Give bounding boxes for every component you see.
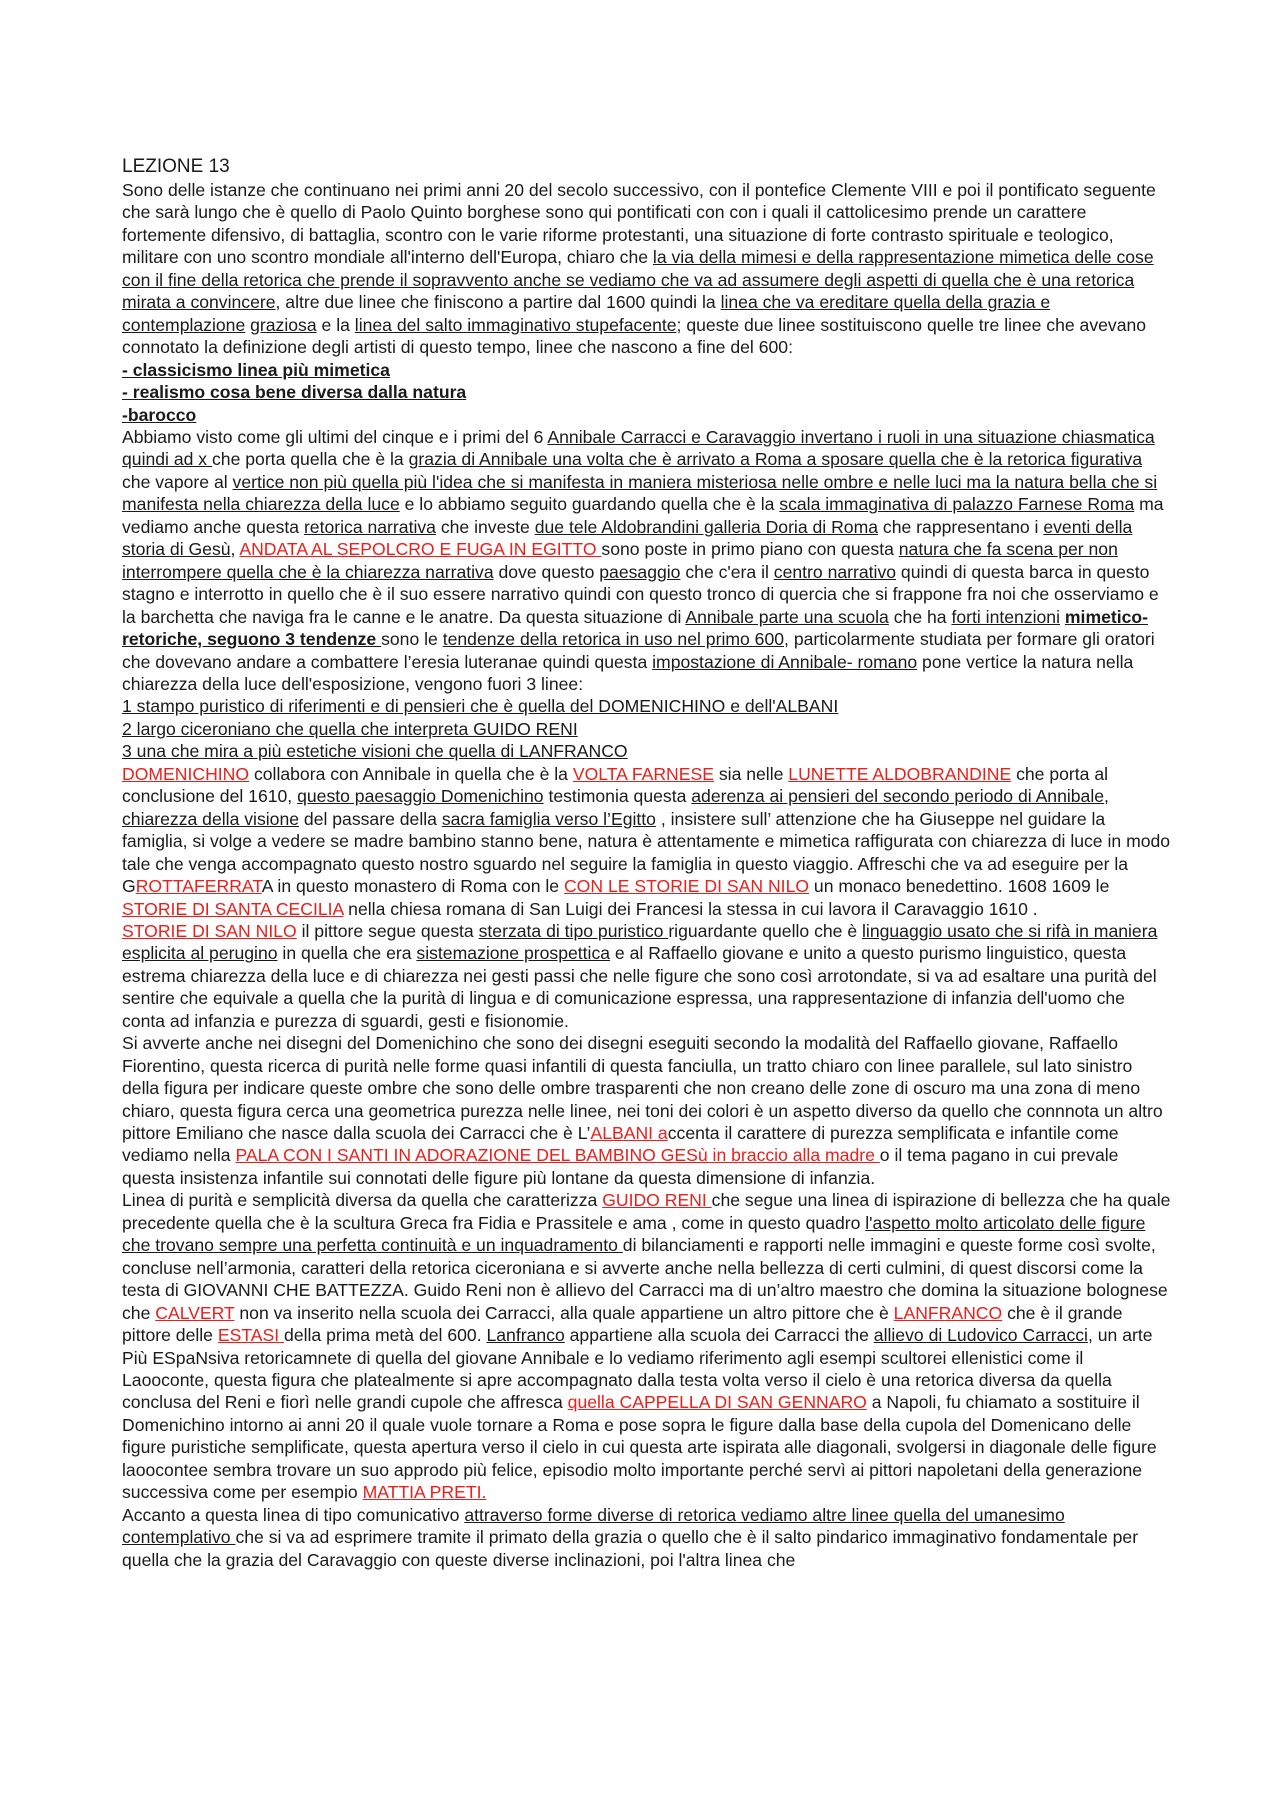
emphasized-text: Annibale Carracci e Caravaggio invertano i ruoli in una situazione chiasmatica quindi ad x	[122, 426, 1155, 470]
text-run: nella chiesa romana di San Luigi dei Francesi la stessa in cui lavora il Caravaggio 1610 .	[343, 898, 1038, 919]
emphasized-text: linea che va ereditare quella della grazia e contemplazione	[122, 292, 1051, 335]
text-run: Sono delle istanze che continuano nei primi anni 20 del secolo successivo, con il pontefice Clemente VIII e poi il pontificato seguente che sarà lungo che è quello di Paolo Quinto borghese sono qui pontificati con con i quali il cattolicesimo prende un carattere fortemente difensivo, di battaglia, scontro con le varie riforme protestanti, una situazione di forte contrasto spirituale e teologico, militare con uno scontro mondiale all'interno dell'Europa, chiaro che	[122, 180, 1156, 268]
list-item-line-2: 2 largo ciceroniano che quella che interpreta GUIDO RENI	[122, 718, 578, 739]
highlighted-artwork-reference: VOLTA FARNESE	[572, 763, 714, 784]
text-run: ,	[230, 539, 240, 560]
text-run: che segue una linea di ispirazione di bellezza che ha quale precedente quella che è la scultura Greca fra Fidia e Prassitele e ama , come in questo quadro	[122, 1190, 1171, 1233]
text-run: ,	[1104, 786, 1109, 807]
text-run: che è il grande pittore delle	[122, 1302, 1123, 1346]
text-run: della prima metà del 600.	[284, 1325, 487, 1346]
lines-list	[122, 695, 1172, 762]
highlighted-artwork-reference: ALBANI a	[590, 1123, 668, 1144]
highlighted-artwork-reference: PALA CON I SANTI IN ADORAZIONE DEL BAMBINO GESù in braccio alla madre	[235, 1145, 880, 1166]
text-run: a Napoli, fu chiamato a sostituire il Domenichino intorno ai anni 20 il quale vuole tornare a Roma e pose sopra le figure dalla base della cupola del Domenicano delle figure puristiche semplificate, questa apertura verso il cielo in cui questa arte ispirata alle diagonali, svolgersi in diagonale delle figure laoocontee sembra trovare un suo approdo più felice, episodio molto importante perché servì ai pittori napoletani della generazione successiva come per esempio	[122, 1392, 1157, 1503]
highlighted-artwork-reference: GUIDO RENI	[602, 1190, 712, 1211]
text-run: e al Raffaello giovane e unito a questo purismo linguistico, questa estrema chiarezza della luce e di chiarezza nei gesti passi che nelle figure che sono così arrotondate, si va ad esaltare una purità del sentire che equivale a quella che la purità di lingua e di comunicazione espressa, una rappresentazione di infanzia dell'uomo che conta ad infanzia e purezza di sguardi, gesti e fisionomie.	[122, 943, 1157, 1031]
text-run: che porta quella che è la	[212, 449, 409, 470]
tendencies-list	[122, 359, 1172, 426]
paragraph-6	[122, 1189, 1172, 1503]
text-run: collabora con Annibale in quella che è la	[249, 763, 573, 784]
text-run: ma vediamo anche questa	[122, 494, 1164, 537]
paragraph-4	[122, 920, 1172, 1032]
list-item-barocco: -barocco	[122, 404, 197, 425]
emphasized-text: aderenza ai pensieri del secondo periodo di Annibale	[691, 786, 1105, 807]
highlighted-artwork-reference: STORIE DI SAN NILO	[122, 920, 297, 941]
highlighted-artwork-reference: STORIE DI SANTA CECILIA	[122, 898, 344, 919]
list-item-realismo: - realismo cosa bene diversa dalla natura	[122, 382, 467, 403]
text-run: non va inserito nella scuola dei Carracci, alla quale appartiene un altro pittore che è	[234, 1302, 894, 1323]
text-run: che vapore al	[122, 471, 233, 492]
emphasized-text: sacra famiglia verso l’Egitto	[441, 808, 656, 829]
paragraph-1	[122, 179, 1172, 359]
text-run: dove questo	[493, 561, 600, 582]
emphasized-text: due tele Aldobrandini galleria Doria di Roma	[534, 516, 879, 537]
list-item-line-1: 1 stampo puristico di riferimenti e di pensieri che è quella del DOMENICHINO e dell'ALBANI	[122, 696, 839, 717]
paragraph-5	[122, 1032, 1172, 1189]
emphasized-text: l'aspetto molto articolato delle figure che trovano sempre una perfetta continuità e un inquadramento	[122, 1212, 1146, 1256]
highlighted-artwork-reference: ROTTAFERRAT	[135, 876, 262, 897]
emphasized-text: centro narrativo	[773, 561, 897, 582]
emphasized-text: linguaggio usato che si rifà in maniera esplicita al perugino	[122, 920, 1158, 964]
text-run: ccenta il carattere di purezza semplificata e infantile come vediamo nella	[122, 1123, 1119, 1166]
paragraph-2	[122, 426, 1172, 695]
emphasized-text: vertice non più quella più l'idea che si manifesta in maniera misteriosa nelle ombre e nelle luci ma la natura bella che si manifesta nella chiarezza della luce	[122, 471, 1158, 515]
text-run: in quella che era	[277, 943, 417, 964]
text-run: che porta al conclusione del 1610,	[122, 763, 1109, 807]
emphasized-text: graziosa	[250, 314, 317, 335]
emphasized-text: attraverso forme diverse di retorica vediamo altre linee quella del umanesimo contemplativo	[122, 1504, 1065, 1548]
list-item-line-3: 3 una che mira a più estetiche visioni che quella di LANFRANCO	[122, 741, 628, 762]
emphasized-text: retorica narrativa	[303, 516, 436, 537]
highlighted-artwork-reference: CALVERT	[155, 1302, 235, 1323]
emphasized-text: impostazione di Annibale- romano	[652, 651, 918, 672]
emphasized-text: sistemazione prospettica	[416, 943, 611, 964]
lesson-title: LEZIONE 13	[122, 156, 230, 177]
highlighted-artwork-reference: LANFRANCO	[893, 1302, 1003, 1323]
text-run: sono poste in primo piano con questa	[601, 539, 899, 560]
text-run: , un arte Più ESpaNsiva retoricamnete di quella del giovane Annibale e lo vediamo riferimento agli esempi scultorei ellenistici come il Laooconte, questa figura che platealmente si apre accompagnato dalla testa volta verso il cielo è una retorica diversa da quella conclusa del Reni e fiorì nelle grandi cupole che affresca	[122, 1325, 1153, 1413]
document-page	[122, 155, 1172, 1571]
text-run: Linea di purità e semplicità diversa da quella che caratterizza	[122, 1190, 603, 1211]
text-run: quindi di questa barca in questo stagno e interrotto in quello che è il suo essere narrativo quindi con questo tronco di quercia che si frappone fra noi che osserviamo e la barchetta che naviga fra le canne e le anatre. Da questa situazione di	[122, 561, 1159, 627]
highlighted-artwork-reference: ESTASI	[217, 1325, 285, 1346]
text-run: e la	[316, 314, 355, 335]
highlighted-artwork-reference: CON LE STORIE DI SAN NILO	[563, 876, 810, 897]
text-run: , altre due linee che finiscono a partire dal 1600 quindi la	[275, 292, 721, 313]
text-run: che rappresentano i	[878, 516, 1044, 537]
list-item-classicismo: - classicismo linea più mimetica	[122, 359, 390, 380]
text-run: che si va ad esprimere tramite il primato della grazia o quello che è il salto pindarico immaginativo fondamentale per quella che la grazia del Caravaggio con queste diverse inclinazioni, poi l'altra linea che	[122, 1527, 1139, 1570]
highlighted-artwork-reference: quella CAPPELLA DI SAN GENNARO	[567, 1392, 867, 1413]
text-run: testimonia questa	[543, 786, 692, 807]
text-run: che investe	[435, 516, 535, 537]
emphasized-text: sterzata di tipo puristico	[478, 920, 669, 941]
text-run: particolarmente studiata per formare gli oratori che dovevano andare a combattere l’eresia luteranae quindi questa	[122, 629, 1155, 672]
highlighted-artwork-reference: MATTIA PRETI.	[362, 1482, 487, 1503]
text-run: Accanto a questa linea di tipo comunicativo	[122, 1504, 465, 1525]
emphasized-text: eventi della storia di Gesù	[122, 516, 1133, 560]
emphasized-text: Lanfranco	[486, 1325, 565, 1346]
emphasized-text: Annibale parte una scuola	[685, 606, 889, 627]
text-run: un monaco benedettino. 1608 1609 le	[809, 876, 1110, 897]
text-run: riguardante quello che è	[668, 920, 862, 941]
emphasized-text: la via della mimesi e della rappresentazione mimetica delle cose con il fine della retorica che prende il sopravvento anche se vediamo che va ad assumere degli aspetti di quella che è una retorica mirata a convincere	[122, 247, 1154, 313]
emphasized-text: linea del salto immaginativo stupefacente;	[354, 314, 682, 335]
text-run: che c'era il	[680, 561, 774, 582]
text-run: che ha	[888, 606, 952, 627]
emphasized-text: questo paesaggio Domenichino	[297, 786, 544, 807]
emphasized-text: forti intenzioni	[951, 606, 1061, 627]
text-run: sono le	[381, 629, 443, 650]
emphasized-text: chiarezza della visione	[122, 808, 300, 829]
emphasized-text: scala immaginativa di palazzo Farnese Roma	[779, 494, 1135, 515]
emphasized-text: mimetico-retoriche, seguono 3 tendenze	[122, 606, 1149, 650]
emphasized-text: grazia di Annibale una volta che è arrivato a Roma a sposare quella che è la retorica figurativa	[408, 449, 1143, 470]
text-run: o il tema pagano in cui prevale questa insistenza infantile sui connotati delle figure più lontane da questa dimensione di infanzia.	[122, 1145, 1119, 1188]
highlighted-artwork-reference: DOMENICHINO	[122, 763, 250, 784]
text-run: appartiene alla scuola dei Carracci the	[564, 1325, 874, 1346]
text-run: e lo abbiamo seguito guardando quella che è la	[399, 494, 780, 515]
highlighted-artwork-reference: ANDATA AL SEPOLCRO E FUGA IN EGITTO	[239, 539, 602, 560]
paragraph-7	[122, 1504, 1172, 1571]
text-run: Si avverte anche nei disegni del Domenichino che sono dei disegni eseguiti secondo la modalità del Raffaello giovane, Raffaello Fiorentino, questa ricerca di purità nelle forme quasi infantili di questa fanciulla, un tratto chiaro con linee parallele, sul lato sinistro della figura per indicare queste ombre che sono delle ombre trasparenti che non creano delle zone di oscuro ma una zona di meno chiaro, questa figura cerca una geometrica purezza nelle linee, nei toni dei colori è un aspetto diverso da quello che connnota un altro pittore Emiliano che nasce dalla scuola dei Carracci che è L’	[122, 1033, 1163, 1144]
text-run: del passare della	[299, 808, 442, 829]
text-run: pone vertice la natura nella chiarezza della luce dell'esposizione, vengono fuori 3 linee:	[122, 651, 1134, 694]
emphasized-text: tendenze della retorica in uso nel primo 600,	[442, 629, 789, 650]
text-run: il pittore segue questa	[296, 920, 479, 941]
paragraph-3	[122, 763, 1172, 920]
text-run: sia nelle	[713, 763, 789, 784]
emphasized-text: paesaggio	[599, 561, 681, 582]
emphasized-text: natura che fa scena per non interrompere quella che è la chiarezza narrativa	[122, 539, 1118, 582]
text-run: A in questo monastero di Roma con le	[261, 876, 564, 897]
text-run: di bilanciamenti e rapporti nelle immagini e queste forme così svolte, concluse nell’armonia, caratteri della retorica ciceroniana e si avverte anche nella bellezza di certi culmini, di quest discorsi come la testa di GIOVANNI CHE BATTEZZA. Guido Reni non è allievo del Carracci ma di un’altro maestro che domina la situazione bolognese che	[122, 1235, 1168, 1323]
emphasized-text: allievo di Ludovico Carracci	[873, 1325, 1088, 1346]
text-run: , insistere sull’ attenzione che ha Giuseppe nel guidare la famiglia, si volge a vedere se madre bambino stanno bene, natura è attentamente e mimetica raffigurata con chiarezza di luce in modo tale che venga accompagnato questo nostro sguardo nel seguire la famiglia in questo viaggio. Affreschi che va ad eseguire per la G	[122, 808, 1171, 897]
highlighted-artwork-reference: LUNETTE ALDOBRANDINE	[788, 763, 1012, 784]
text-run: queste due linee sostituiscono quelle tre linee che avevano connotato la definizione degli artisti di questo tempo, linee che nascono a fine del 600:	[122, 314, 1147, 358]
text-run: Abbiamo visto come gli ultimi del cinque e i primi del 6	[122, 426, 548, 447]
